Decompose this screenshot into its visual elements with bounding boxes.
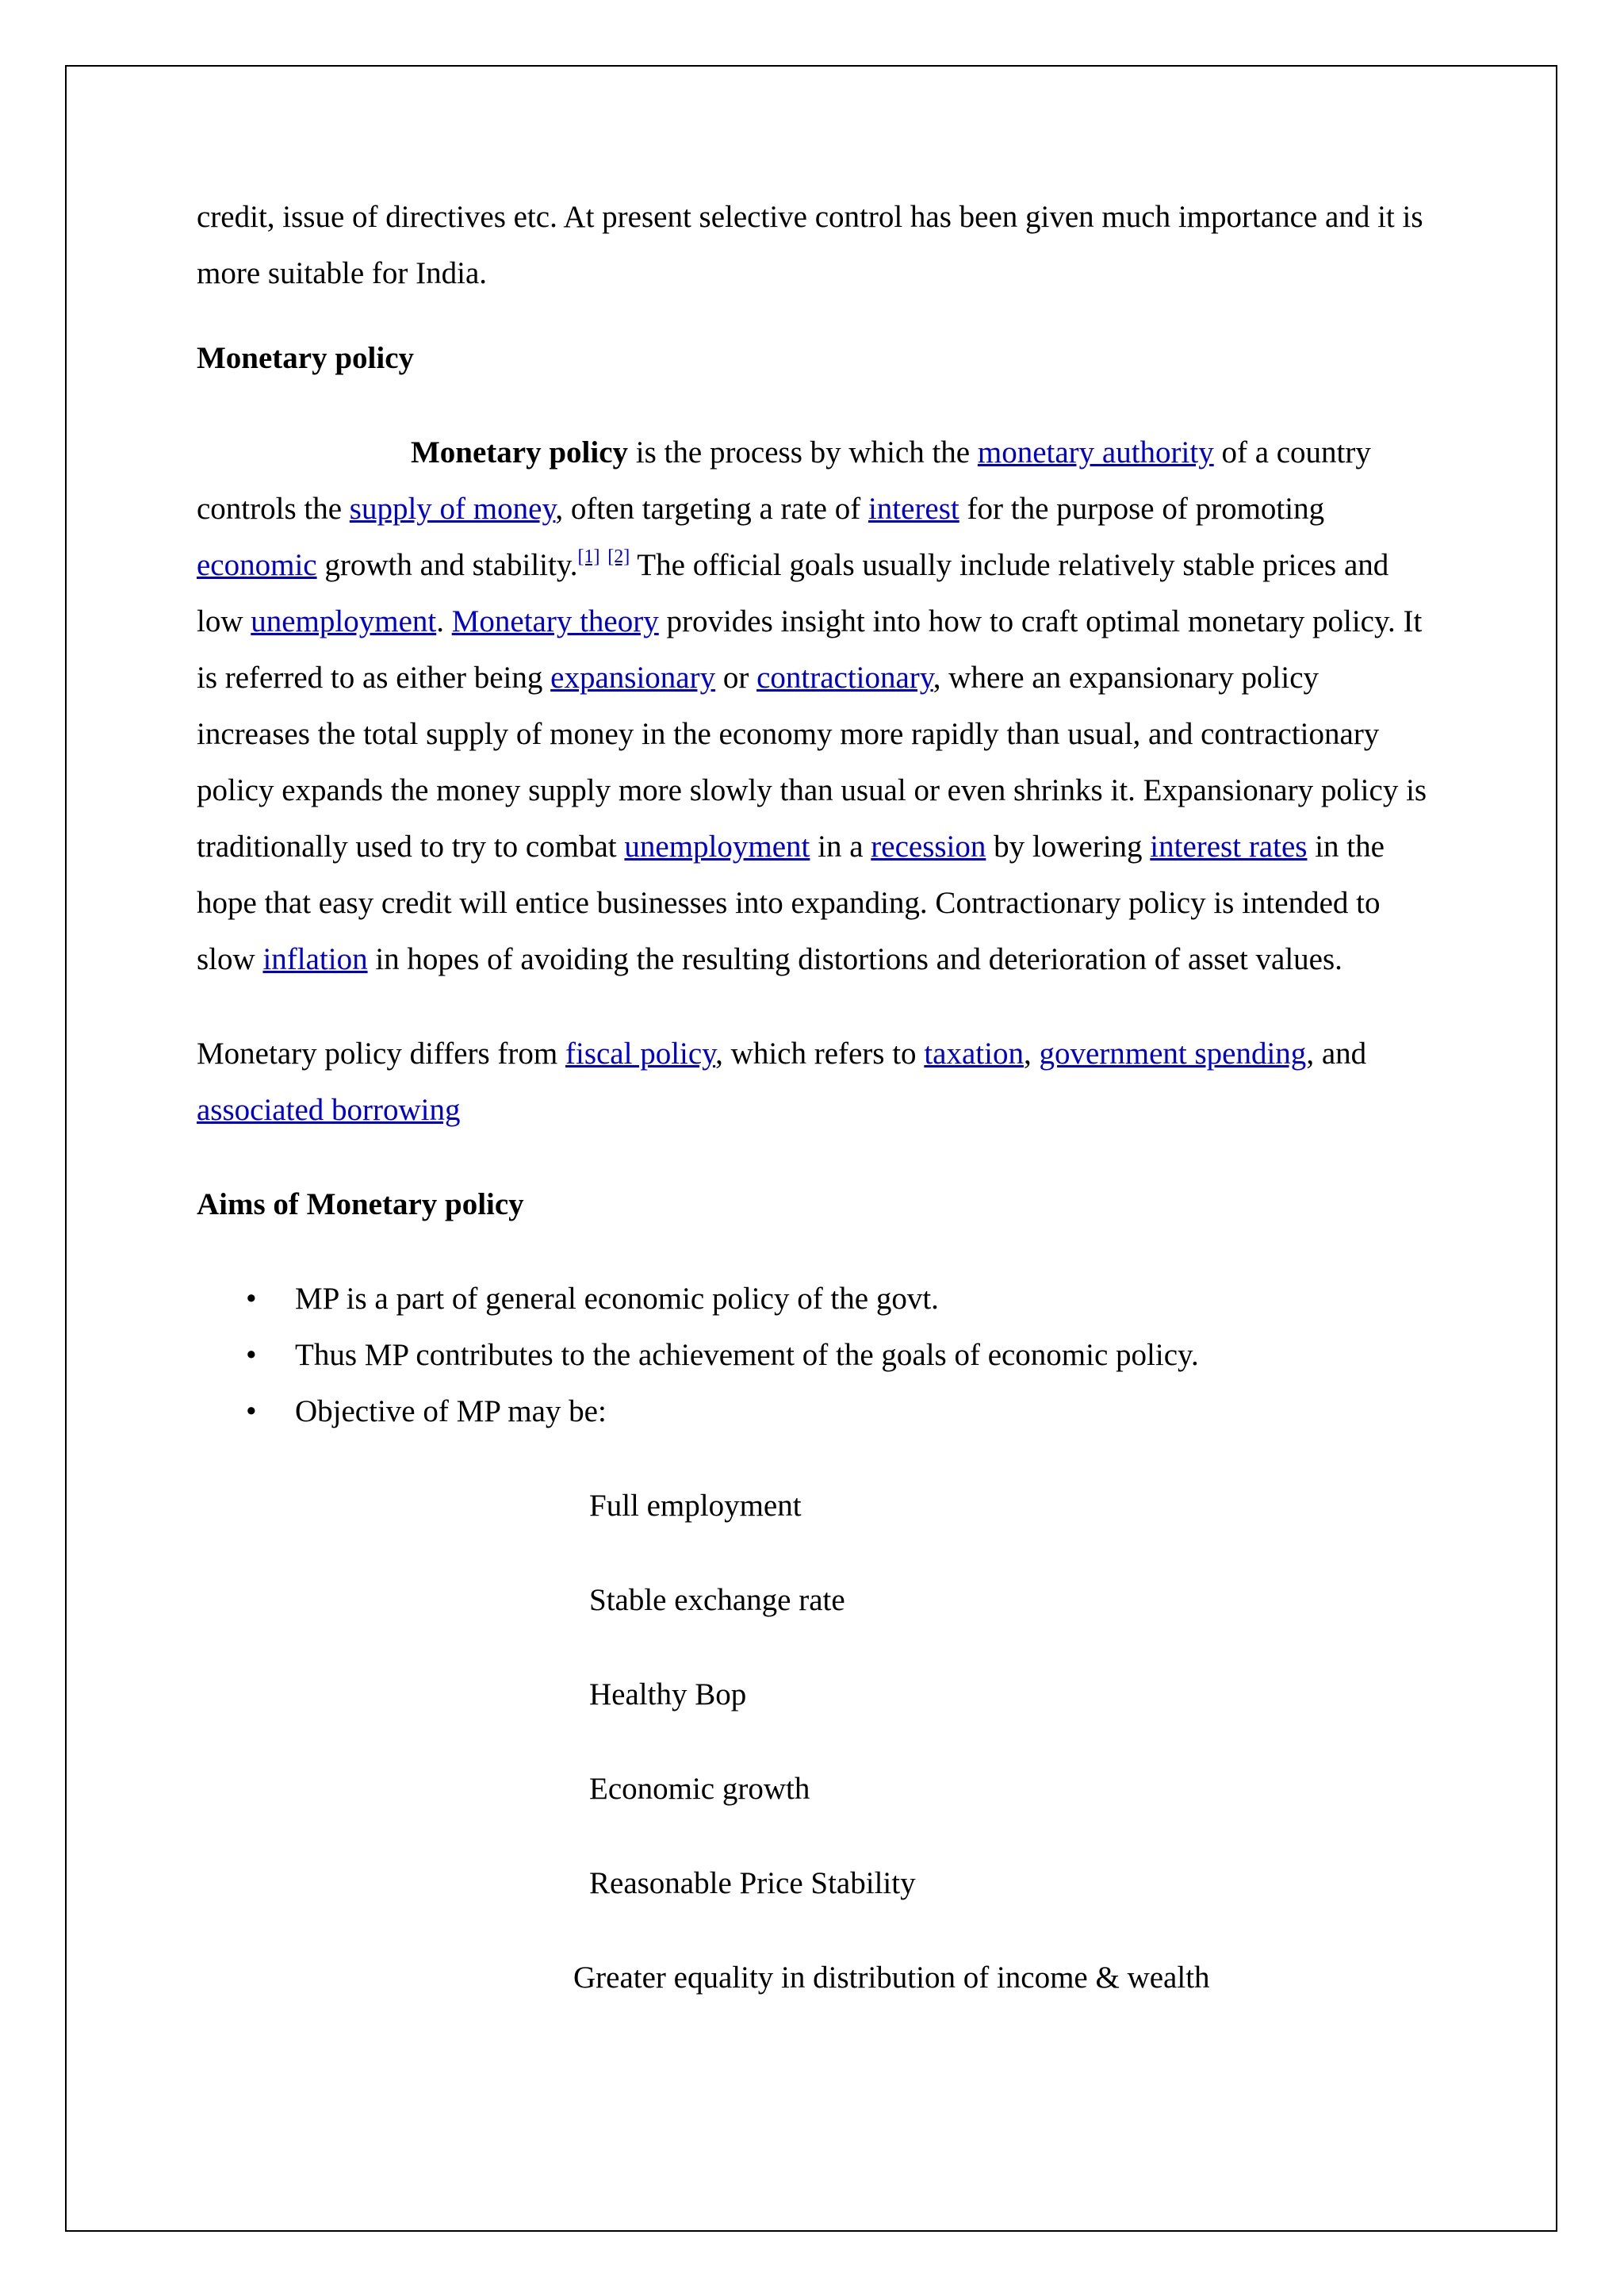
text-run: of a country controls the bbox=[197, 435, 1371, 526]
text-run: , often targeting a rate of bbox=[555, 492, 868, 526]
text-run: , bbox=[1023, 1037, 1040, 1071]
objective-item: Greater equality in distribution of income & wealth bbox=[573, 1961, 1210, 1995]
text-run: for the purpose of promoting bbox=[959, 492, 1325, 526]
text-run: provides insight into how to craft optimal monetary policy. It is referred to as either being bbox=[197, 604, 1423, 695]
intro-paragraph: credit, issue of directives etc. At present selective control has been given much importance and it is more suitable for India. bbox=[197, 200, 1423, 290]
text-run: . bbox=[436, 604, 452, 638]
list-item-text: Objective of MP may be: bbox=[295, 1394, 607, 1428]
link-expansionary[interactable]: expansionary bbox=[550, 661, 716, 695]
list-item bbox=[197, 1327, 1434, 1383]
link-contractionary[interactable]: contractionary bbox=[756, 661, 933, 695]
objective-item: Full employment bbox=[589, 1489, 802, 1523]
text-run: , and bbox=[1306, 1037, 1367, 1071]
reference-2[interactable]: [2] bbox=[607, 546, 630, 567]
bullet-icon: • bbox=[246, 1282, 257, 1316]
link-economic[interactable]: economic bbox=[197, 548, 317, 582]
list-item bbox=[197, 1271, 1434, 1327]
bullet-icon: • bbox=[246, 1394, 257, 1428]
document-body bbox=[197, 189, 1434, 2006]
link-government-spending[interactable]: government spending bbox=[1039, 1037, 1307, 1071]
text-run: in a bbox=[810, 830, 871, 864]
list-item-text: Thus MP contributes to the achievement of the goals of economic policy. bbox=[295, 1338, 1199, 1372]
text-run: is the process by which the bbox=[628, 435, 978, 470]
bold-term: Monetary policy bbox=[411, 435, 629, 470]
link-unemployment[interactable]: unemployment bbox=[251, 604, 437, 638]
text-run: or bbox=[715, 661, 757, 695]
text-run: Monetary policy differs from bbox=[197, 1037, 565, 1071]
text-run: The official goals usually include relatively stable prices and low bbox=[197, 548, 1389, 638]
link-fiscal-policy[interactable]: fiscal policy bbox=[565, 1037, 716, 1071]
link-interest-rates[interactable]: interest rates bbox=[1150, 830, 1308, 864]
link-interest[interactable]: interest bbox=[868, 492, 959, 526]
link-unemployment-2[interactable]: unemployment bbox=[624, 830, 810, 864]
link-inflation[interactable]: inflation bbox=[262, 942, 368, 976]
objective-item: Stable exchange rate bbox=[589, 1583, 845, 1617]
link-monetary-theory[interactable]: Monetary theory bbox=[451, 604, 659, 638]
bullet-icon: • bbox=[246, 1338, 257, 1372]
list-item bbox=[197, 1383, 1434, 1439]
link-supply-of-money[interactable]: supply of money bbox=[349, 492, 556, 526]
link-associated-borrowing[interactable]: associated borrowing bbox=[197, 1093, 461, 1127]
objective-item: Economic growth bbox=[589, 1772, 810, 1806]
text-run: , which refers to bbox=[715, 1037, 925, 1071]
text-run: by lowering bbox=[986, 830, 1151, 864]
heading-aims: Aims of Monetary policy bbox=[197, 1187, 524, 1221]
fiscal-paragraph bbox=[197, 1025, 1434, 1138]
definition-paragraph bbox=[197, 424, 1434, 987]
link-recession[interactable]: recession bbox=[871, 830, 986, 864]
link-taxation[interactable]: taxation bbox=[924, 1037, 1024, 1071]
link-monetary-authority[interactable]: monetary authority bbox=[977, 435, 1214, 470]
text-run: in the hope that easy credit will entice businesses into expanding. Contractionary policy is intended to slow bbox=[197, 830, 1385, 976]
text-run: growth and stability. bbox=[316, 548, 578, 582]
aims-list bbox=[197, 1271, 1434, 1439]
objective-item: Healthy Bop bbox=[589, 1677, 747, 1711]
reference-1[interactable]: [1] bbox=[577, 546, 600, 567]
text-run: in hopes of avoiding the resulting distortions and deterioration of asset values. bbox=[367, 942, 1342, 976]
text-run: , where an expansionary policy increases the total supply of money in the economy more rapidly than usual, and contractionary policy expands the money supply more slowly than usual or even shrinks it. Expansionary policy is traditionally used to try to combat bbox=[197, 661, 1427, 864]
list-item-text: MP is a part of general economic policy of the govt. bbox=[295, 1282, 939, 1316]
objective-item: Reasonable Price Stability bbox=[589, 1866, 916, 1900]
heading-monetary-policy: Monetary policy bbox=[197, 341, 415, 375]
